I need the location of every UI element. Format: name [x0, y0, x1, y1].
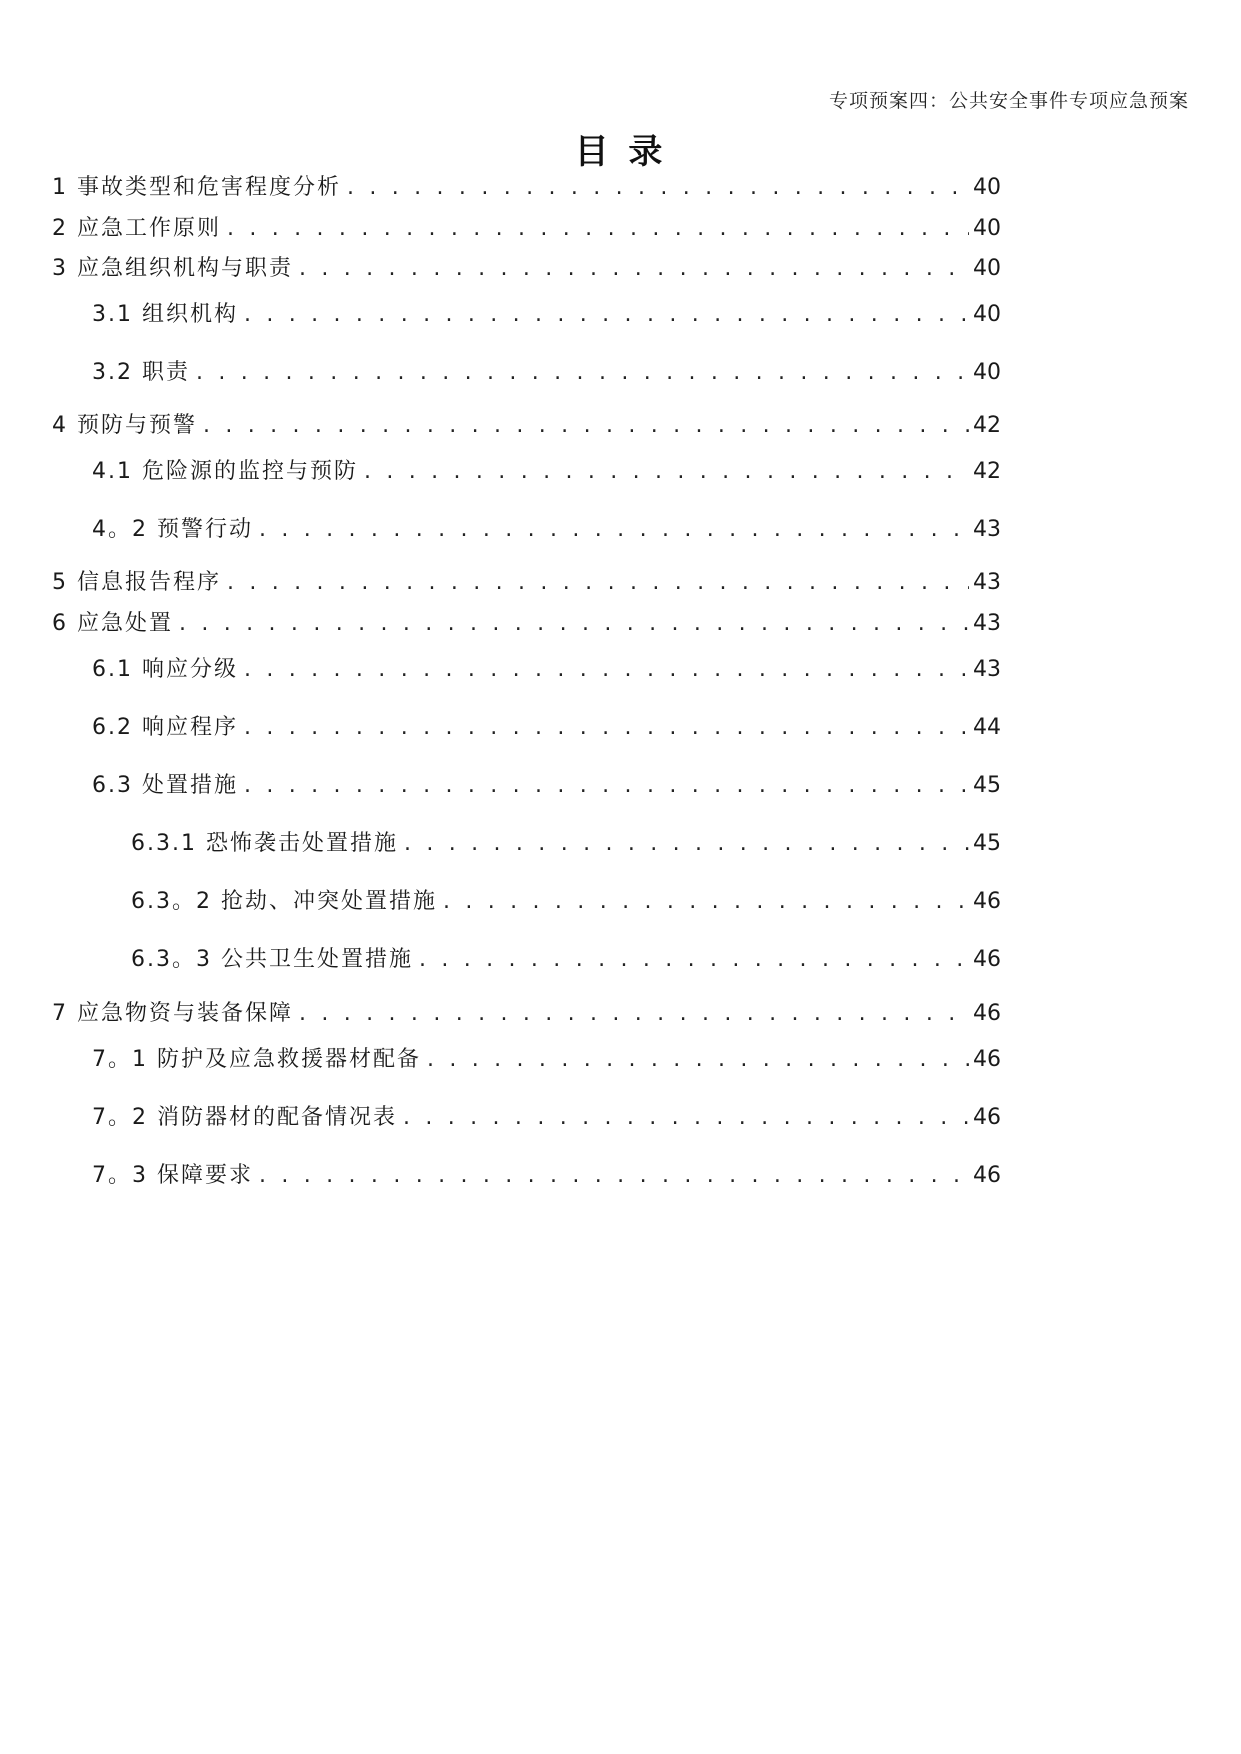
toc-entry-page: 46 [973, 1105, 1001, 1130]
toc-entry-label: 6.1 响应分级 [92, 657, 238, 682]
toc-leader-dots [227, 214, 969, 244]
toc-entry-label: 6.3。2 抢劫、冲突处置措施 [131, 889, 437, 914]
toc-entry-page: 40 [973, 256, 1001, 281]
toc-entry-label: 1 事故类型和危害程度分析 [52, 175, 341, 200]
toc-entry-page: 45 [973, 773, 1001, 798]
toc-leader-dots [179, 609, 969, 639]
toc-leader-dots [244, 300, 969, 330]
toc-entry-page: 46 [973, 1163, 1001, 1188]
toc-leader-dots [299, 999, 969, 1029]
toc-entry-7-1[interactable] [92, 1045, 1001, 1075]
toc-entry-2[interactable] [52, 214, 1001, 244]
toc-entry-3-1[interactable] [92, 300, 1001, 330]
toc-entry-page: 46 [973, 1001, 1001, 1026]
toc-entry-page: 43 [973, 611, 1001, 636]
toc-leader-dots [403, 1103, 969, 1133]
toc-entry-page: 42 [973, 459, 1001, 484]
toc-entry-label: 4.1 危险源的监控与预防 [92, 459, 358, 484]
toc-entry-page: 40 [973, 360, 1001, 385]
toc-leader-dots [259, 515, 969, 545]
toc-entry-6[interactable] [52, 609, 1001, 639]
toc-entry-page: 40 [973, 175, 1001, 200]
toc-entry-page: 45 [973, 831, 1001, 856]
toc-entry-label: 7 应急物资与装备保障 [52, 1001, 293, 1026]
toc-leader-dots [196, 358, 969, 388]
toc-entry-page: 43 [973, 657, 1001, 682]
toc-entry-page: 42 [973, 413, 1001, 438]
toc-leader-dots [244, 771, 969, 801]
toc-entry-label: 2 应急工作原则 [52, 216, 221, 241]
toc-leader-dots [364, 457, 969, 487]
toc-entry-label: 6.3。3 公共卫生处置措施 [131, 947, 413, 972]
toc-entry-7[interactable] [52, 999, 1001, 1029]
toc-entry-page: 46 [973, 947, 1001, 972]
toc-entry-6-3-2[interactable] [131, 887, 1001, 917]
toc-entry-5[interactable] [52, 568, 1001, 598]
toc-leader-dots [347, 173, 969, 203]
toc-entry-6-3[interactable] [92, 771, 1001, 801]
toc-entry-label: 7。2 消防器材的配备情况表 [92, 1105, 397, 1130]
toc-leader-dots [299, 254, 969, 284]
toc-entry-6-1[interactable] [92, 655, 1001, 685]
toc-leader-dots [203, 411, 969, 441]
toc-leader-dots [259, 1161, 969, 1191]
toc-entry-label: 4 预防与预警 [52, 413, 197, 438]
toc-entry-7-3[interactable] [92, 1161, 1001, 1191]
toc-entry-page: 46 [973, 889, 1001, 914]
toc-entry-label: 6 应急处置 [52, 611, 173, 636]
toc-leader-dots [244, 655, 969, 685]
toc-entry-label: 4。2 预警行动 [92, 517, 253, 542]
toc-leader-dots [443, 887, 969, 917]
toc-leader-dots [427, 1045, 969, 1075]
toc-leader-dots [419, 945, 969, 975]
toc-leader-dots [244, 713, 969, 743]
toc-leader-dots [404, 829, 969, 859]
toc-entry-1[interactable] [52, 173, 1001, 203]
toc-entry-page: 40 [973, 216, 1001, 241]
toc-entry-4-1[interactable] [92, 457, 1001, 487]
toc-entry-label: 6.2 响应程序 [92, 715, 238, 740]
page-title: 目 录 [574, 132, 667, 172]
page-header: 专项预案四：公共安全事件专项应急预案 [828, 90, 1189, 112]
toc-entry-3[interactable] [52, 254, 1001, 284]
toc-entry-6-2[interactable] [92, 713, 1001, 743]
toc-entry-4[interactable] [52, 411, 1001, 441]
toc-entry-label: 3 应急组织机构与职责 [52, 256, 293, 281]
toc-entry-3-2[interactable] [92, 358, 1001, 388]
toc-entry-6-3-1[interactable] [131, 829, 1001, 859]
toc-entry-4-2[interactable] [92, 515, 1001, 545]
toc-entry-page: 43 [973, 517, 1001, 542]
toc-entry-page: 40 [973, 302, 1001, 327]
toc-leader-dots [227, 568, 969, 598]
toc-entry-label: 3.2 职责 [92, 360, 190, 385]
toc-entry-6-3-3[interactable] [131, 945, 1001, 975]
toc-entry-label: 6.3 处置措施 [92, 773, 238, 798]
toc-entry-label: 7。3 保障要求 [92, 1163, 253, 1188]
toc-entry-label: 6.3.1 恐怖袭击处置措施 [131, 831, 398, 856]
toc-entry-label: 7。1 防护及应急救援器材配备 [92, 1047, 421, 1072]
toc-entry-label: 5 信息报告程序 [52, 570, 221, 595]
toc-entry-7-2[interactable] [92, 1103, 1001, 1133]
toc-entry-page: 46 [973, 1047, 1001, 1072]
toc-entry-page: 43 [973, 570, 1001, 595]
toc-entry-page: 44 [973, 715, 1001, 740]
toc-entry-label: 3.1 组织机构 [92, 302, 238, 327]
